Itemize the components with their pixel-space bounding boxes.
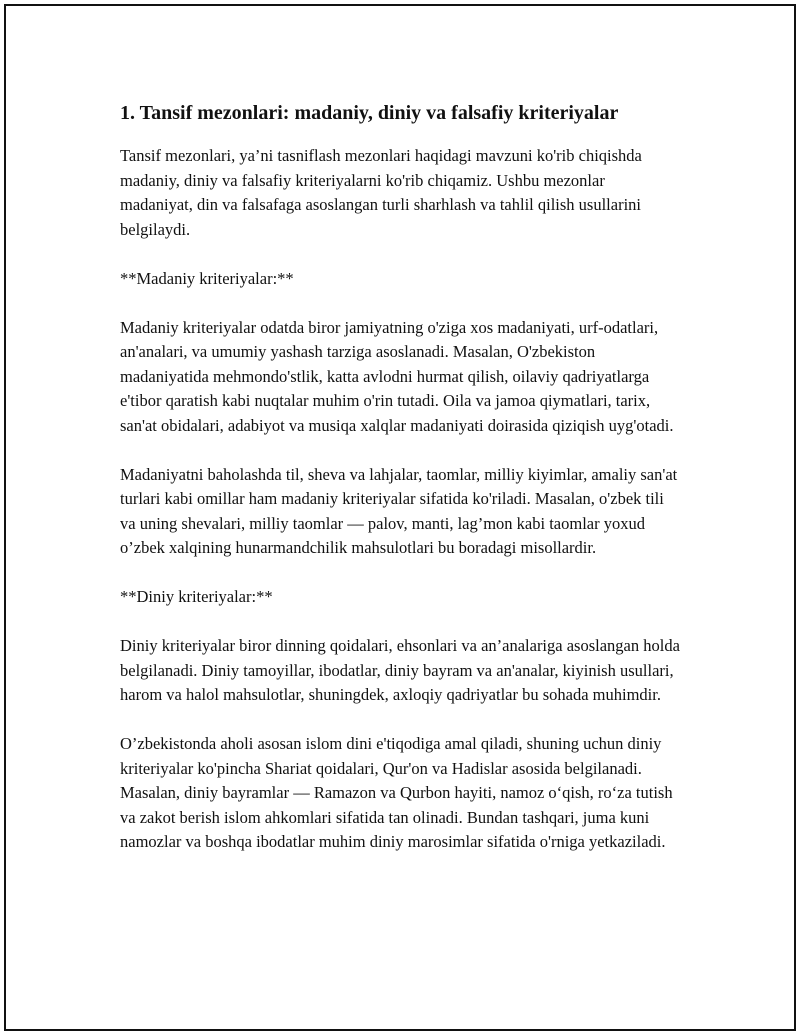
- document-body: [120, 99, 680, 879]
- document-title: 1. Tansif mezonlari: madaniy, diniy va falsafiy kriteriyalar: [120, 102, 619, 124]
- document-page: [4, 4, 796, 1031]
- section-label-cultural: **Madaniy kriteriyalar:**: [120, 268, 294, 288]
- intro-paragraph: Tansif mezonlari, ya’ni tasniflash mezonlari haqidagi mavzuni ko'rib chiqishda madaniy, diniy va falsafiy kriteriyalarni ko'rib chiqamiz. Ushbu mezonlar madaniyat, din va falsafaga asoslangan turli sharhlash va tahlil qilish usullarini belgilaydi.: [120, 146, 642, 239]
- religious-paragraph-1: Diniy kriteriyalar biror dinning qoidalari, ehsonlari va an’analariga asoslangan holda belgilanadi. Diniy tamoyillar, ibodatlar, diniy bayram va an'analar, kiyinish usullari, harom va halol mahsulotlar, shuningdek, axloqiy qadriyatlar bu sohada muhimdir.: [120, 636, 680, 704]
- cultural-paragraph-2: Madaniyatni baholashda til, sheva va lahjalar, taomlar, milliy kiyimlar, amaliy san'at turlari kabi omillar ham madaniy kriteriyalar sifatida ko'riladi. Masalan, o'zbek tili va uning shevalari, milliy taomlar — palov, manti, lag’mon kabi taomlar yoxud o’zbek xalqining hunarmandchilik mahsulotlari bu boradagi misollardir.: [120, 464, 678, 557]
- section-label-religious: **Diniy kriteriyalar:**: [120, 587, 273, 606]
- cultural-paragraph-1: Madaniy kriteriyalar odatda biror jamiyatning o'ziga xos madaniyati, urf-odatlari, an'analari, va umumiy yashash tarziga asoslanadi. Masalan, O'zbekiston madaniyatida mehmondo'stlik, katta avlodni hurmat qilish, oilaviy qadriyatlarga e'tibor qaratish kabi nuqtalar muhim o'rin tutadi. Oila va jamoa qiymatlari, tarix, san'at obidalari, adabiyot va musiqa xalqlar madaniyati doirasida qiziqish uyg'otadi.: [120, 317, 674, 435]
- religious-paragraph-2: O’zbekistonda aholi asosan islom dini e'tiqodiga amal qiladi, shuning uchun diniy kriteriyalar ko'pincha Shariat qoidalari, Qur'on va Hadislar asosida belgilanadi. Masalan, diniy bayramlar — Ramazon va Qurbon hayiti, namoz o‘qish, ro‘za tutish va zakot berish islom ahkomlari sifatida tan olinadi. Bundan tashqari, juma kuni namozlar va boshqa ibodatlar muhim diniy marosimlar sifatida o'rniga yetkaziladi.: [120, 734, 673, 851]
